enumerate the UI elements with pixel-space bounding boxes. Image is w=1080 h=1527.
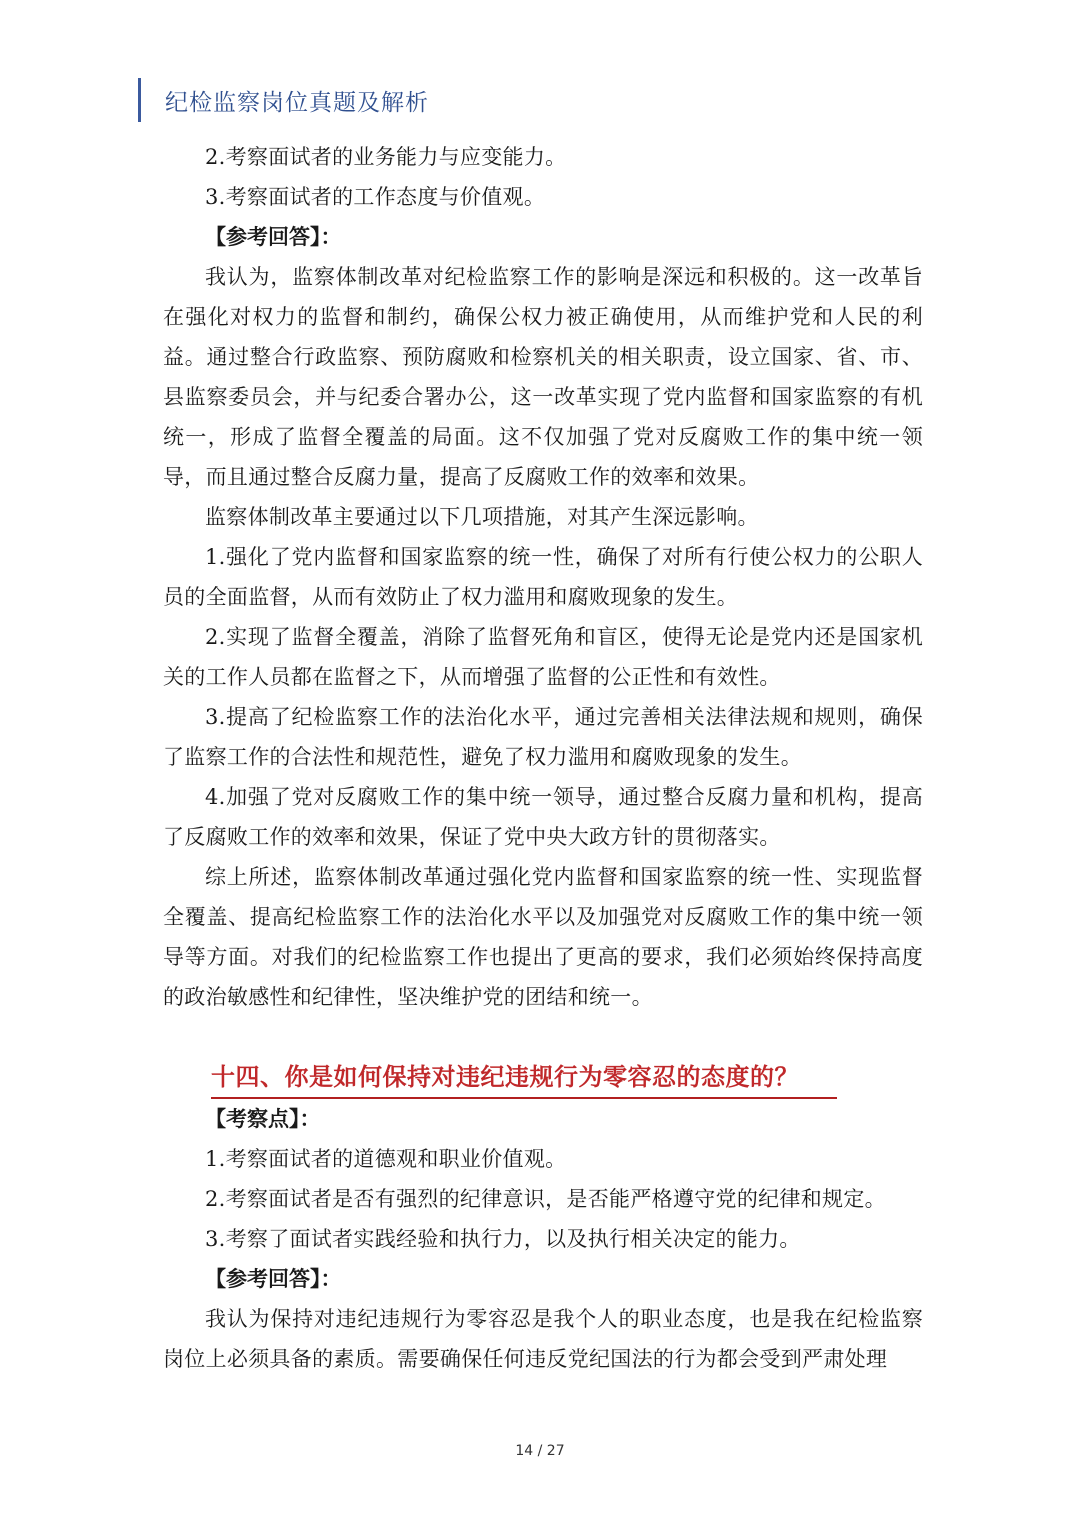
answer-paragraph: 监察体制改革主要通过以下几项措施，对其产生深远影响。 [205,505,759,529]
page-number: 14 / 27 [515,1443,565,1459]
answer-label: 【参考回答】： [205,224,342,249]
document-title: 纪检监察岗位真题及解析 [165,89,429,116]
answer-paragraph: 2.实现了监督全覆盖，消除了监督死角和盲区，使得无论是党内还是国家机关的工作人员都在监督之下，从而增强了监督的公正性和有效性。 [163,625,923,689]
intro-point: 3.考察面试者的工作态度与价值观。 [205,185,546,209]
document-body [163,137,923,1379]
exam-point: 2.考察面试者是否有强烈的纪律意识，是否能严格遵守党的纪律和规定。 [205,1187,886,1211]
intro-point: 2.考察面试者的业务能力与应变能力。 [205,145,567,169]
points-label: 【考察点】： [205,1106,321,1131]
section-heading-text: 十四、你是如何保持对违纪违规行为零容忍的态度的？ [211,1062,799,1091]
section-heading [211,1057,837,1099]
answer-paragraph: 4.加强了党对反腐败工作的集中统一领导，通过整合反腐力量和机构，提高了反腐败工作的效率和效果，保证了党中央大政方针的贯彻落实。 [163,785,923,849]
answer-label: 【参考回答】： [205,1266,342,1291]
exam-point: 3.考察了面试者实践经验和执行力，以及执行相关决定的能力。 [205,1227,801,1251]
answer-paragraph: 综上所述，监察体制改革通过强化党内监督和国家监察的统一性、实现监督全覆盖、提高纪检监察工作的法治化水平以及加强党对反腐败工作的集中统一领导等方面。对我们的纪检监察工作也提出了更高的要求，我们必须始终保持高度的政治敏感性和纪律性，坚决维护党的团结和统一。 [163,865,923,1009]
answer-paragraph: 1.强化了党内监督和国家监察的统一性，确保了对所有行使公权力的公职人员的全面监督，从而有效防止了权力滥用和腐败现象的发生。 [163,545,923,609]
answer-paragraph: 3.提高了纪检监察工作的法治化水平，通过完善相关法律法规和规则，确保了监察工作的合法性和规范性，避免了权力滥用和腐败现象的发生。 [163,705,923,769]
exam-point: 1.考察面试者的道德观和职业价值观。 [205,1147,567,1171]
answer-paragraph: 我认为保持对违纪违规行为零容忍是我个人的职业态度，也是我在纪检监察岗位上必须具备的素质。需要确保任何违反党纪国法的行为都会受到严肃处理 [163,1307,923,1371]
answer-paragraph: 我认为，监察体制改革对纪检监察工作的影响是深远和积极的。这一改革旨在强化对权力的监督和制约，确保公权力被正确使用，从而维护党和人民的利益。通过整合行政监察、预防腐败和检察机关的相关职责，设立国家、省、市、县监察委员会，并与纪委合署办公，这一改革实现了党内监督和国家监察的有机统一，形成了监督全覆盖的局面。这不仅加强了党对反腐败工作的集中统一领导，而且通过整合反腐力量，提高了反腐败工作的效率和效果。 [163,265,923,489]
page-header [138,78,429,122]
